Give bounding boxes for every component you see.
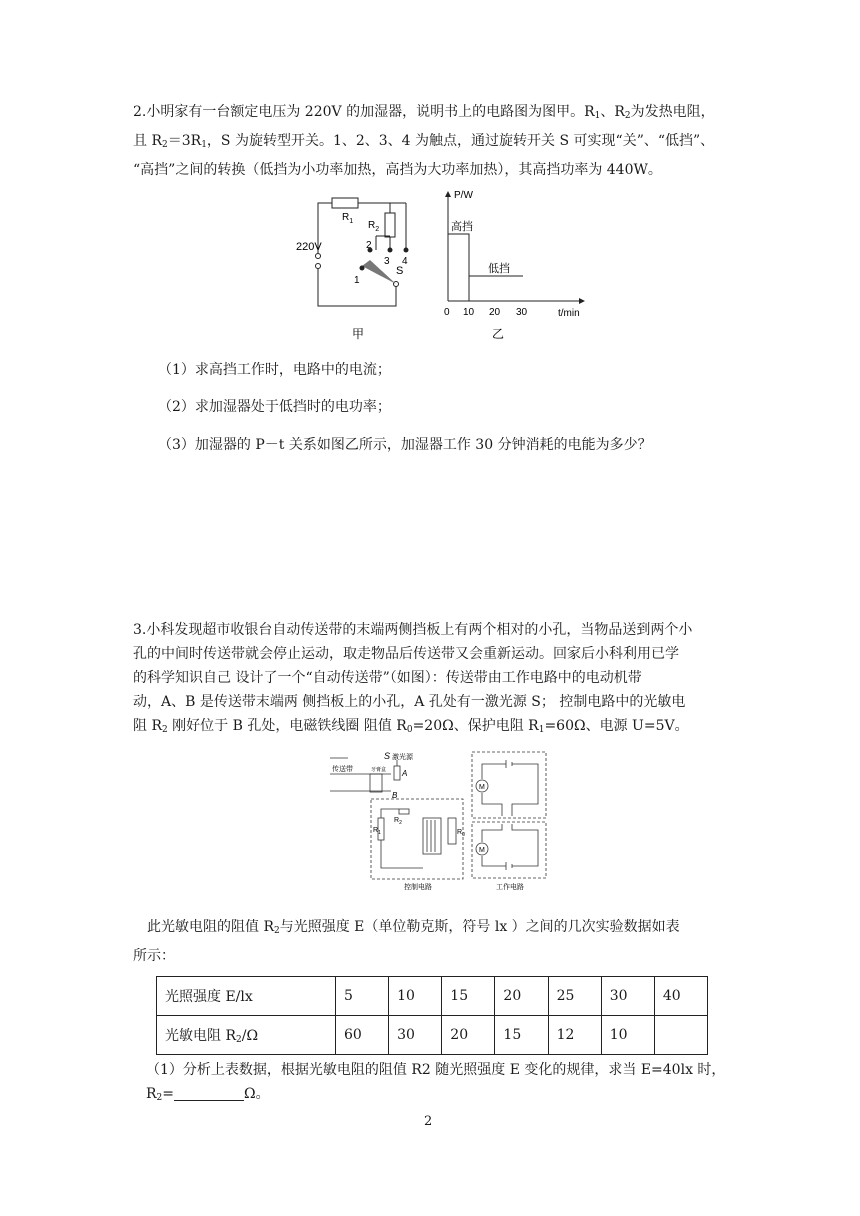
question-2-3: （3）加湿器的 P－t 关系如图乙所示，加湿器工作 30 分钟消耗的电能为多少？	[158, 437, 652, 453]
r0-diagram-label: $R_0$	[457, 829, 465, 838]
problem3-statement	[133, 618, 733, 742]
table-cell	[654, 1016, 707, 1055]
circuit-diagram-jia	[290, 188, 420, 348]
light-resistance-table	[156, 976, 708, 1055]
motor-top-label: M	[479, 784, 485, 791]
problem2-line2: 且 $R_2=3R_1$，S 为旋转型开关。1、2、3、4 为触点，通过旋转开关 S 可实现“关”、“低挡”、	[133, 133, 715, 150]
pt-chart-yi	[432, 188, 592, 348]
contact-4: 4	[402, 256, 408, 267]
y-axis-label: P/W	[454, 190, 473, 201]
voltage-label: 220V	[296, 241, 322, 253]
item-label: 牙膏盒	[371, 767, 387, 773]
contact-3: 3	[384, 256, 390, 267]
page-number: 2	[424, 1114, 433, 1129]
s-label: S	[384, 751, 391, 761]
table-cell: 20	[442, 1016, 495, 1055]
problem3-line5: 阻 $R_2$ 刚好位于 B 孔处，电磁铁线圈 阻值 $R_0=20\Omega$、保护电阻 $R_1=60\Omega$、电源 U=5V。	[133, 718, 689, 735]
high-segment	[448, 234, 469, 301]
table-row	[157, 1016, 708, 1055]
table-cell: 12	[548, 1016, 601, 1055]
contact-1: 1	[354, 275, 360, 286]
table-cell: 10	[601, 1016, 654, 1055]
table-cell: 40	[654, 977, 707, 1016]
table-cell: 10	[389, 977, 442, 1016]
table-intro: 此光敏电阻的阻值 $R_2$与光照强度 E（单位勒克斯，符号 lx ）之间的几次实验数据如表 所示：	[133, 919, 680, 964]
tick-10: 10	[463, 307, 475, 318]
table-cell: 15	[442, 977, 495, 1016]
contact-2: 2	[366, 240, 372, 251]
belt-label: 传送带	[332, 766, 353, 773]
problem3-line3: 的科学知识自己 设计了一个“自动传送带”（如图）：传送带由工作电路中的电动机带	[133, 670, 642, 686]
r2-label: $R_2$	[368, 220, 380, 233]
high-label: 高挡	[451, 221, 473, 233]
a-label: A	[402, 769, 408, 778]
answer-blank[interactable]	[174, 1086, 244, 1101]
table-cell: 5	[336, 977, 389, 1016]
x-axis-label: t/min	[558, 308, 580, 319]
b-label: B	[392, 791, 398, 800]
laser-label: 激光源	[392, 754, 413, 761]
row-header-light: 光照强度 E/lx	[157, 977, 336, 1016]
r2-diagram-label: $R_2$	[394, 817, 402, 826]
conveyor-diagram	[326, 746, 556, 896]
question-3-1: （1）分析上表数据，根据光敏电阻的阻值 R2 随光照强度 E 变化的规律，求当 E=40lx 时， $R_2= \Omega$。	[146, 1062, 726, 1103]
table-cell: 25	[548, 977, 601, 1016]
problem2-line1: 2.小明家有一台额定电压为 220V 的加湿器，说明书上的电路图为图甲。$R_1$、$R_2$为发热电阻，	[133, 104, 715, 121]
motor-bottom-label: M	[479, 847, 485, 854]
r1-label: $R_1$	[342, 212, 354, 225]
work-circuit-label: 工作电路	[496, 884, 524, 891]
question-2-1: （1）求高挡工作时，电路中的电流；	[158, 362, 391, 378]
caption-jia: 甲	[352, 327, 365, 341]
table-cell: 15	[495, 1016, 548, 1055]
problem2-statement	[133, 100, 733, 183]
tick-20: 20	[489, 307, 501, 318]
row-header-resistance: 光敏电阻 $R_2/\Omega$	[157, 1016, 336, 1055]
table-cell: 60	[336, 1016, 389, 1055]
switch-label: S	[396, 265, 404, 277]
problem3-line2: 孔的中间时传送带就会停止运动，取走物品后传送带又会重新运动。回家后小科利用已学	[133, 646, 679, 662]
problem3-line4: 动，A、B 是传送带末端两 侧挡板上的小孔，A 孔处有一激光源 S； 控制电路中的光敏电	[133, 694, 686, 710]
tick-30: 30	[516, 307, 528, 318]
r1-diagram-label: $R_1$	[373, 827, 381, 836]
low-label: 低挡	[488, 263, 510, 275]
problem2-line3: “高挡”之间的转换（低挡为小功率加热，高挡为大功率加热），其高挡功率为 440W。	[133, 162, 662, 178]
question-2-2: （2）求加湿器处于低挡时的电功率；	[158, 399, 391, 415]
tick-0: 0	[444, 307, 450, 318]
table-cell: 30	[601, 977, 654, 1016]
table-cell: 20	[495, 977, 548, 1016]
control-circuit-label: 控制电路	[404, 884, 432, 891]
caption-yi: 乙	[492, 327, 505, 341]
problem3-line1: 3.小科发现超市收银台自动传送带的末端两侧挡板上有两个相对的小孔，当物品送到两个小	[133, 622, 693, 638]
table-row	[157, 977, 708, 1016]
table-cell: 30	[389, 1016, 442, 1055]
